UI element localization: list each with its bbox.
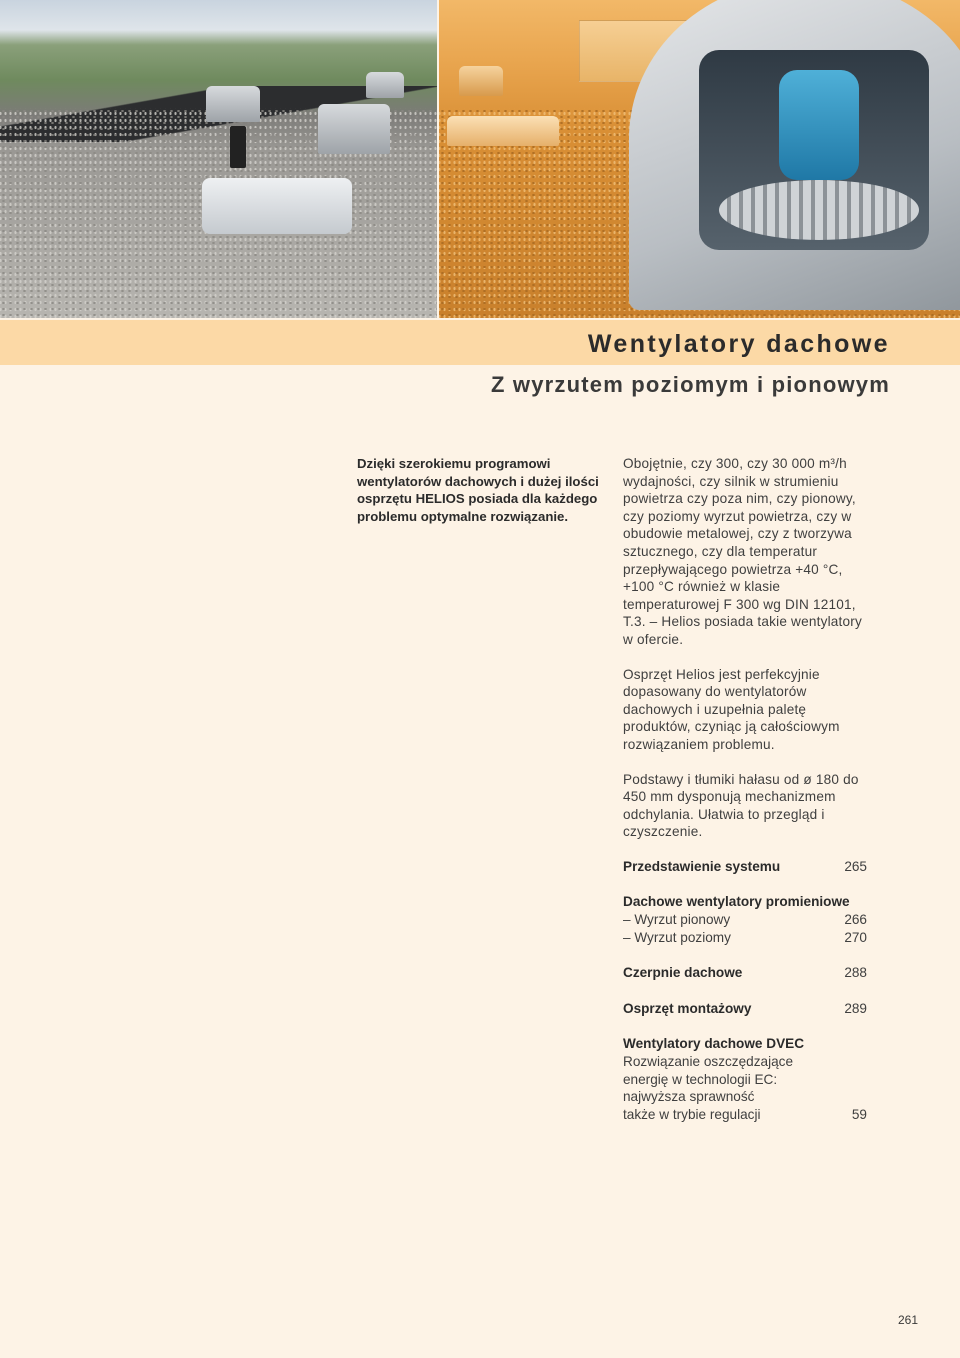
fan-cutaway-photo: [439, 0, 960, 318]
toc-page: 288: [844, 965, 867, 981]
toc-entry-intakes[interactable]: [623, 964, 867, 982]
fan-motor-image: [779, 70, 859, 180]
fan-housing-image: [629, 0, 960, 310]
toc-page: 266: [844, 912, 867, 928]
toc-page: 59: [851, 1106, 867, 1122]
table-of-contents: [623, 858, 867, 1124]
toc-description-line: Rozwiązanie oszczędzające: [623, 1054, 794, 1070]
toc-subitem-label: – Wyrzut pionowy: [623, 912, 731, 928]
page-number: 261: [897, 1313, 918, 1327]
toc-subitem[interactable]: [623, 911, 867, 929]
roof-fan-image: [318, 104, 390, 154]
toc-subitem-label: – Wyrzut poziomy: [623, 929, 731, 945]
toc-page: 270: [844, 929, 867, 945]
toc-page: 289: [844, 1000, 867, 1016]
roof-fan-image: [459, 66, 503, 96]
toc-title: Czerpnie dachowe: [623, 965, 743, 981]
header-photo-band: [0, 0, 960, 318]
toc-description-line: także w trybie regulacji: [623, 1106, 761, 1122]
page-title: Wentylatory dachowe: [587, 330, 890, 358]
body-paragraph: Podstawy i tłumiki hałasu od ø 180 do 450 mm dysponują mechanizmem odchylania. Ułatwia to przegląd i czyszczenie.: [623, 771, 859, 840]
toc-description-line: najwyższa sprawność: [623, 1089, 755, 1105]
roof-skylight-image: [447, 116, 559, 146]
toc-description-line: energię w technologii EC:: [623, 1071, 778, 1087]
fan-impeller-image: [719, 180, 919, 240]
roof-skylight-image: [202, 178, 352, 234]
toc-entry-radial-fans: [623, 893, 867, 946]
toc-subitem[interactable]: [623, 929, 867, 947]
toc-title: Osprzęt montażowy: [623, 1000, 752, 1016]
roof-fan-image: [206, 86, 260, 122]
toc-title: Dachowe wentylatory promieniowe: [623, 894, 850, 910]
toc-entry-mounting[interactable]: [623, 1000, 867, 1018]
toc-entry-dvec[interactable]: [623, 1035, 867, 1123]
toc-page: 265: [844, 858, 867, 874]
rooftop-photo: [0, 0, 437, 318]
body-paragraph: Obojętnie, czy 300, czy 30 000 m³/h wydajności, czy silnik w strumieniu powietrza czy poza nim, czy pionowy, czy poziomy wyrzut powietrza, czy w obudowie metalowej, czy z tworzywa sztucznego, czy dla temperatur przepływającego powietrza +40 °C, +100 °C również w klasie temperaturowej F 300 wg DIN 12101, T.3. – Helios posiada takie wentylatory w ofercie.: [623, 456, 863, 647]
toc-title: Wentylatory dachowe DVEC: [623, 1036, 805, 1052]
toc-title: Przedstawienie systemu: [623, 858, 781, 874]
body-paragraph: Osprzęt Helios jest perfekcyjnie dopasowany do wentylatorów dachowych i uzupełnia paletę produktów, czyniąc ją całościowym rozwiązaniem problemu.: [623, 666, 840, 752]
toc-entry-system[interactable]: [623, 858, 867, 876]
roof-vent-pipe-image: [230, 126, 246, 168]
page-subtitle: Z wyrzutem poziomym i pionowym: [490, 372, 890, 397]
intro-paragraph: Dzięki szerokiemu programowi wentylatorów dachowych i dużej ilości osprzętu HELIOS posiada dla każdego problemu optymalne rozwiązanie.: [357, 456, 599, 524]
body-column: [623, 455, 869, 1123]
roof-fan-image: [366, 72, 404, 98]
